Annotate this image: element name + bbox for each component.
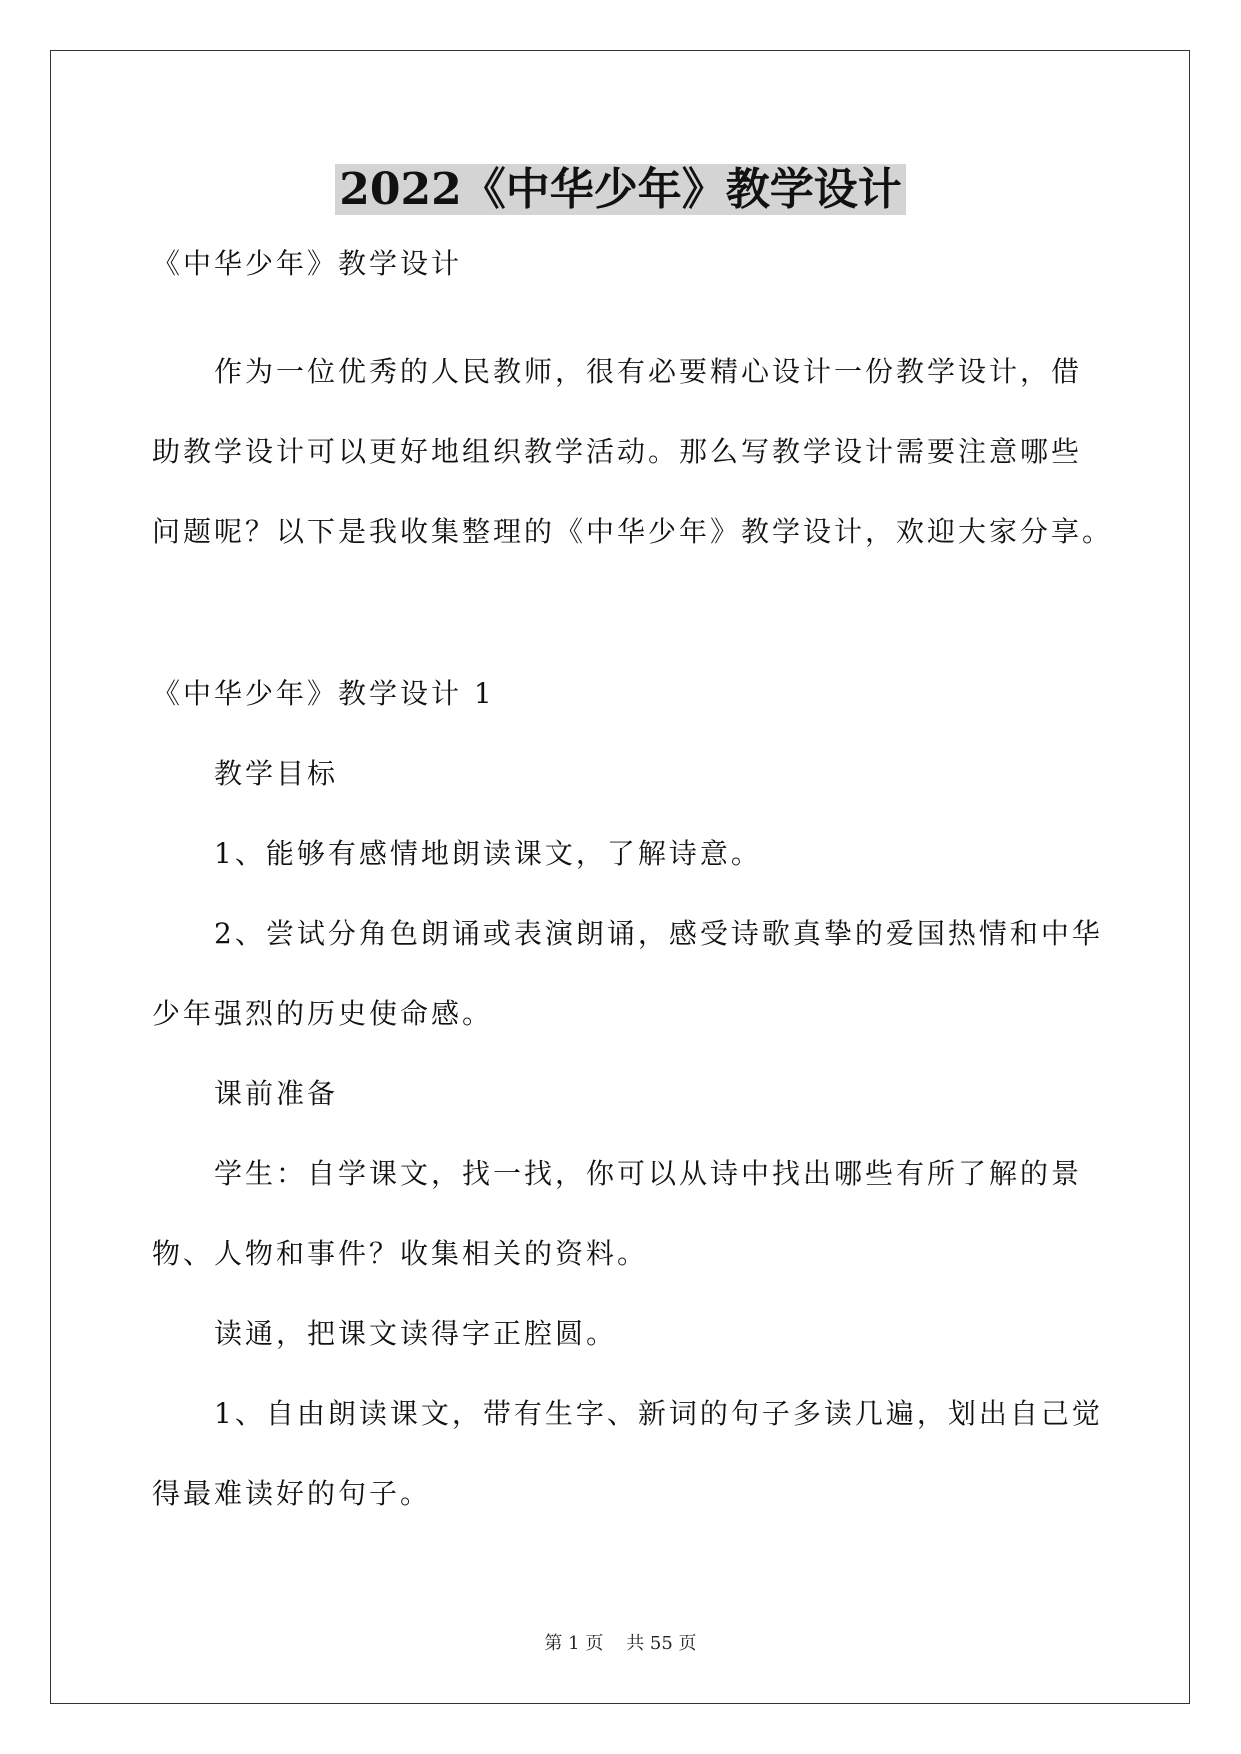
- body-line: 读通，把课文读得字正腔圆。: [214, 1317, 618, 1350]
- document-title-text: 2022《中华少年》教学设计: [335, 164, 905, 215]
- body-line: 得最难读好的句子。: [152, 1477, 432, 1510]
- body-line: 1、自由朗读课文，带有生字、新词的句子多读几遍，划出自己觉: [214, 1397, 1103, 1430]
- document-title: [0, 160, 1241, 220]
- subheading-preparation: 课前准备: [214, 1077, 339, 1110]
- body-line: 问题呢？以下是我收集整理的《中华少年》教学设计，欢迎大家分享。: [152, 515, 1114, 548]
- body-line: 1、能够有感情地朗读课文，了解诗意。: [214, 837, 762, 870]
- section-heading: 《中华少年》教学设计 1: [152, 677, 495, 710]
- body-line: 少年强烈的历史使命感。: [152, 997, 494, 1030]
- body-line: 作为一位优秀的人民教师，很有必要精心设计一份教学设计，借: [214, 355, 1083, 388]
- body-line: 2、尝试分角色朗诵或表演朗诵，感受诗歌真挚的爱国热情和中华: [214, 917, 1103, 950]
- subheading-teaching-goals: 教学目标: [214, 757, 339, 790]
- page-border: [50, 50, 1190, 1704]
- page-number-footer: 第 1 页 共 55 页: [544, 1633, 697, 1654]
- body-line: 物、人物和事件？收集相关的资料。: [152, 1237, 649, 1270]
- subtitle-line: 《中华少年》教学设计: [152, 247, 463, 280]
- body-line: 助教学设计可以更好地组织教学活动。那么写教学设计需要注意哪些: [152, 435, 1083, 468]
- body-line: 学生：自学课文，找一找，你可以从诗中找出哪些有所了解的景: [214, 1157, 1083, 1190]
